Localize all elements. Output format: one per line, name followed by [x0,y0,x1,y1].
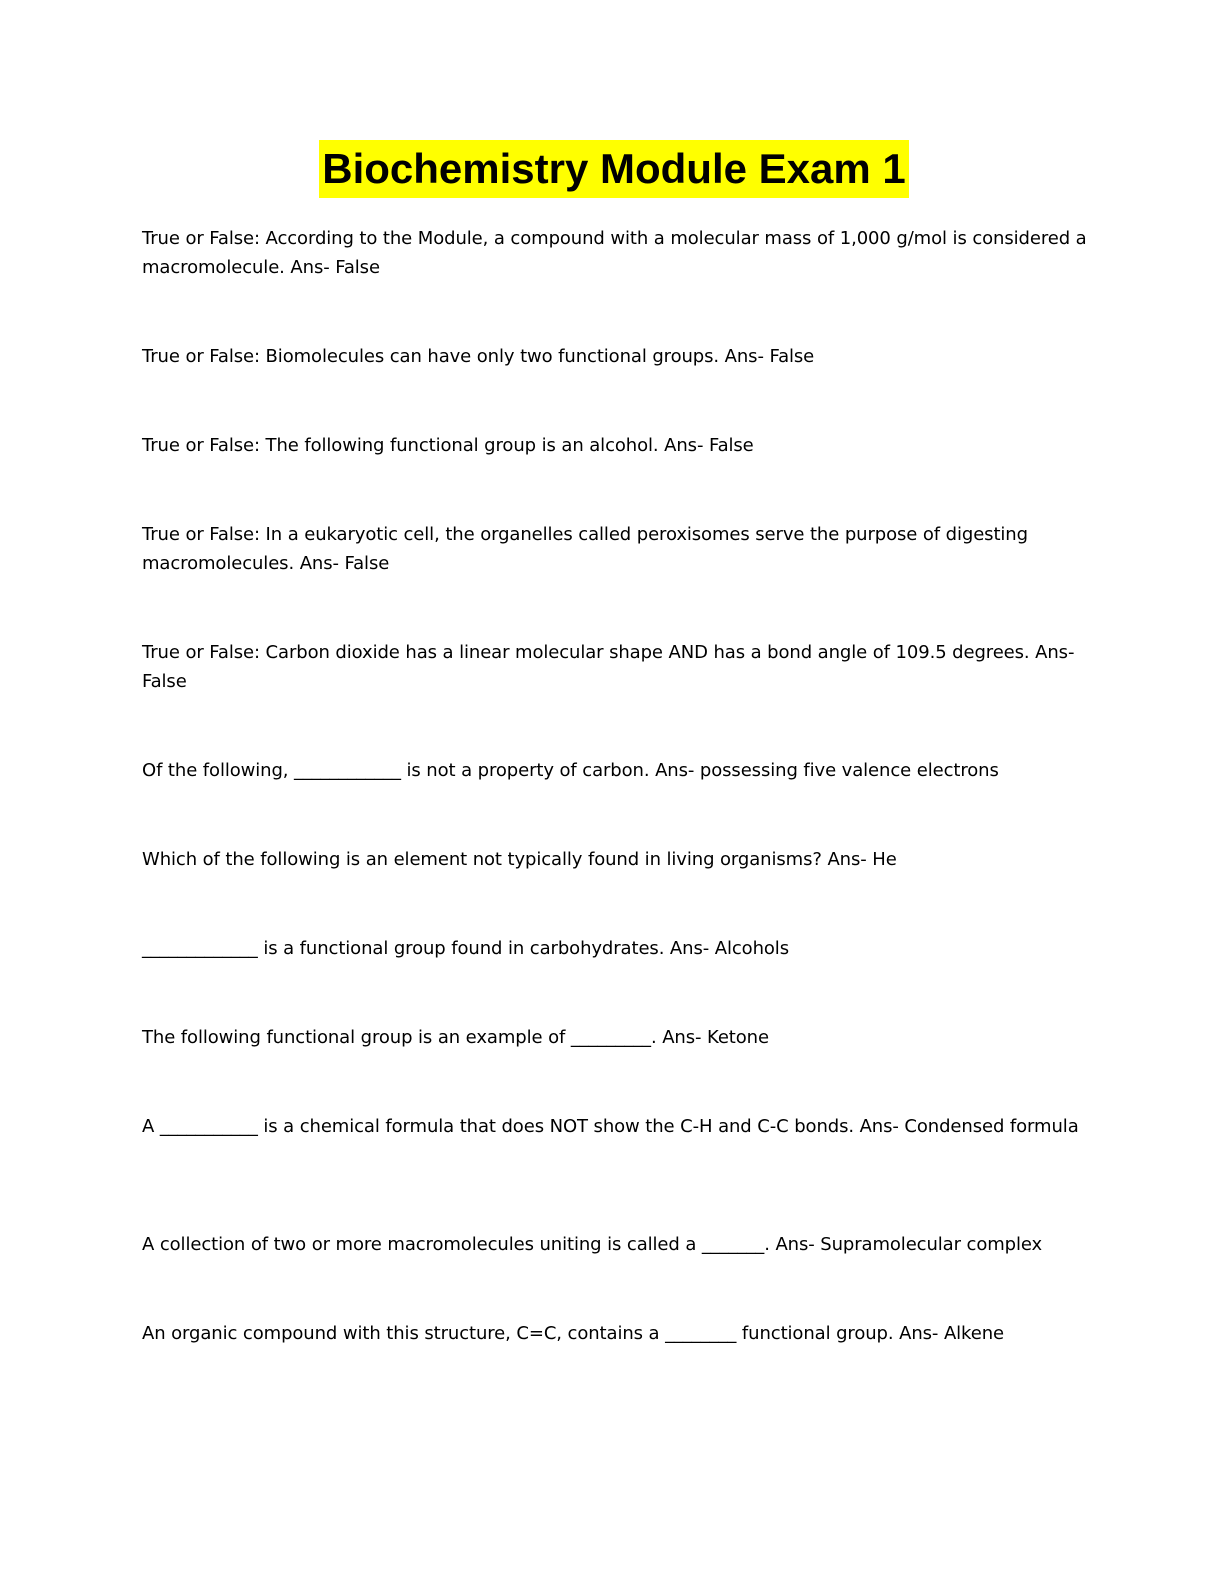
question-11: A collection of two or more macromolecules uniting is called a _______. Ans- Supramolecular complex [142,1234,1043,1255]
document-title: Biochemistry Module Exam 1 [319,140,909,198]
question-9: The following functional group is an example of _________. Ans- Ketone [142,1027,769,1048]
question-5: True or False: Carbon dioxide has a linear molecular shape AND has a bond angle of 109.5 degrees. Ans- False [142,642,1075,692]
question-12: An organic compound with this structure, C=C, contains a ________ functional group. Ans- Alkene [142,1323,1004,1344]
question-2: True or False: Biomolecules can have only two functional groups. Ans- False [142,346,815,367]
question-6: Of the following, ____________ is not a property of carbon. Ans- possessing five valence electrons [142,760,999,781]
title-container [0,140,1224,198]
question-3: True or False: The following functional group is an alcohol. Ans- False [142,435,754,456]
question-10: A ___________ is a chemical formula that does NOT show the C-H and C-C bonds. Ans- Condensed formula [142,1116,1079,1137]
question-7: Which of the following is an element not typically found in living organisms? Ans- He [142,849,897,870]
question-8: _____________ is a functional group found in carbohydrates. Ans- Alcohols [142,938,789,959]
question-4: True or False: In a eukaryotic cell, the organelles called peroxisomes serve the purpose of digesting macromolecules. Ans- False [142,524,1028,574]
question-1: True or False: According to the Module, a compound with a molecular mass of 1,000 g/mol is considered a macromolecule. Ans- False [142,228,1087,278]
